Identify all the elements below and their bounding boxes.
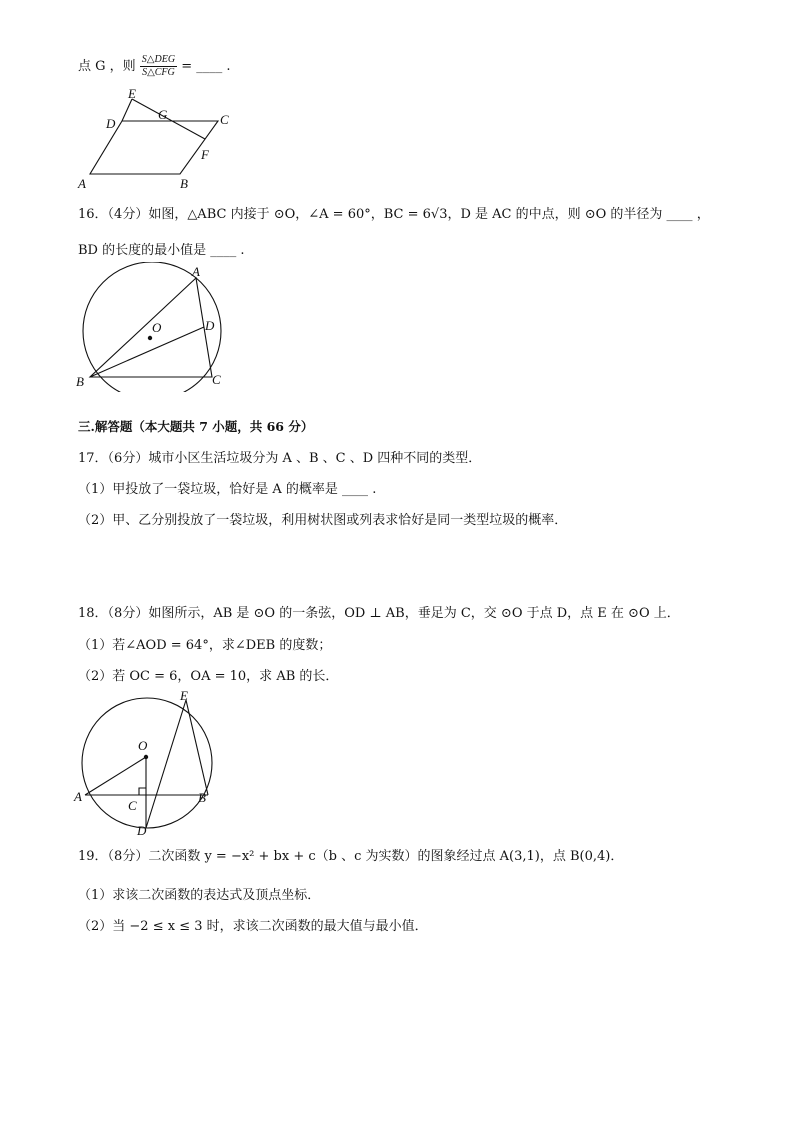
q15-tail-end: = ____ . bbox=[181, 59, 231, 74]
segment-de bbox=[146, 700, 186, 828]
segment-oa bbox=[85, 757, 146, 795]
q18-part2: （2）若 OC = 6，OA = 10，求 AB 的长． bbox=[78, 669, 339, 684]
label-g: G bbox=[158, 107, 168, 122]
label-c: C bbox=[220, 112, 229, 127]
q15-frac-num: S△DEG bbox=[141, 54, 176, 65]
circle-o bbox=[82, 698, 212, 828]
q19-stem: 19．（8分）二次函数 y = −x² + bx + c（b 、c 为实数）的图象经过点 A(3,1)，点 B(0,4)． bbox=[78, 849, 624, 864]
segment-eb bbox=[186, 700, 208, 795]
q17-part2: （2）甲、乙分别投放了一袋垃圾，利用树状图或列表求恰好是同一类型垃圾的概率． bbox=[78, 513, 568, 528]
q18-stem: 18．（8分）如图所示，AB 是 ⊙O 的一条弦，OD ⊥ AB，垂足为 C，交 ⊙O 于点 D，点 E 在 ⊙O 上． bbox=[78, 606, 680, 621]
center-o-point bbox=[148, 336, 152, 340]
q15-frac-den: S△CFG bbox=[142, 67, 175, 78]
segment-ef bbox=[132, 99, 205, 139]
label-e: E bbox=[128, 88, 136, 101]
q16-line1: 16．（4分）如图，△ABC 内接于 ⊙O，∠A = 60°，BC = 6√3，D 是 AC 的中点，则 ⊙O 的半径为 ____ ， bbox=[78, 207, 710, 222]
label-e: E bbox=[180, 688, 188, 703]
q18-part1: （1）若∠AOD = 64°，求∠DEB 的度数； bbox=[78, 638, 332, 653]
label-c: C bbox=[212, 372, 221, 387]
center-o-point bbox=[144, 755, 148, 759]
q17-stem: 17．（6分）城市小区生活垃圾分为 A 、B 、C 、D 四种不同的类型． bbox=[78, 451, 482, 466]
q17-part1: （1）甲投放了一袋垃圾，恰好是 A 的概率是 ____ . bbox=[78, 482, 377, 497]
q16-circle-figure bbox=[72, 262, 232, 392]
q15-tail-text: 点 G ，则 bbox=[78, 59, 136, 74]
right-angle-mark bbox=[139, 788, 146, 795]
label-d: D bbox=[106, 116, 116, 131]
triangle-abc bbox=[90, 278, 212, 377]
label-d: D bbox=[205, 318, 215, 333]
label-a: A bbox=[192, 264, 200, 279]
label-d: D bbox=[137, 823, 147, 838]
label-a: A bbox=[74, 789, 82, 804]
label-f: F bbox=[201, 147, 209, 162]
segment-bd bbox=[90, 327, 204, 377]
q16-line2: BD 的长度的最小值是 ____ . bbox=[78, 243, 245, 258]
label-o: O bbox=[138, 738, 148, 753]
label-c: C bbox=[128, 798, 137, 813]
segment-de bbox=[122, 99, 132, 121]
q19-part2: （2）当 −2 ≤ x ≤ 3 时，求该二次函数的最大值与最小值． bbox=[78, 919, 428, 934]
label-b: B bbox=[76, 374, 84, 389]
q19-part1: （1）求该二次函数的表达式及顶点坐标． bbox=[78, 888, 321, 903]
label-b: B bbox=[180, 176, 188, 191]
q15-parallelogram-figure bbox=[70, 88, 230, 193]
label-a: A bbox=[78, 176, 86, 191]
section3-title: 三.解答题（本大题共 7 小题，共 66 分） bbox=[78, 419, 314, 434]
q15-area-fraction bbox=[140, 54, 177, 79]
label-o: O bbox=[152, 320, 162, 335]
label-b: B bbox=[198, 790, 206, 805]
q18-circle-figure bbox=[70, 688, 230, 838]
q15-tail bbox=[78, 54, 230, 79]
